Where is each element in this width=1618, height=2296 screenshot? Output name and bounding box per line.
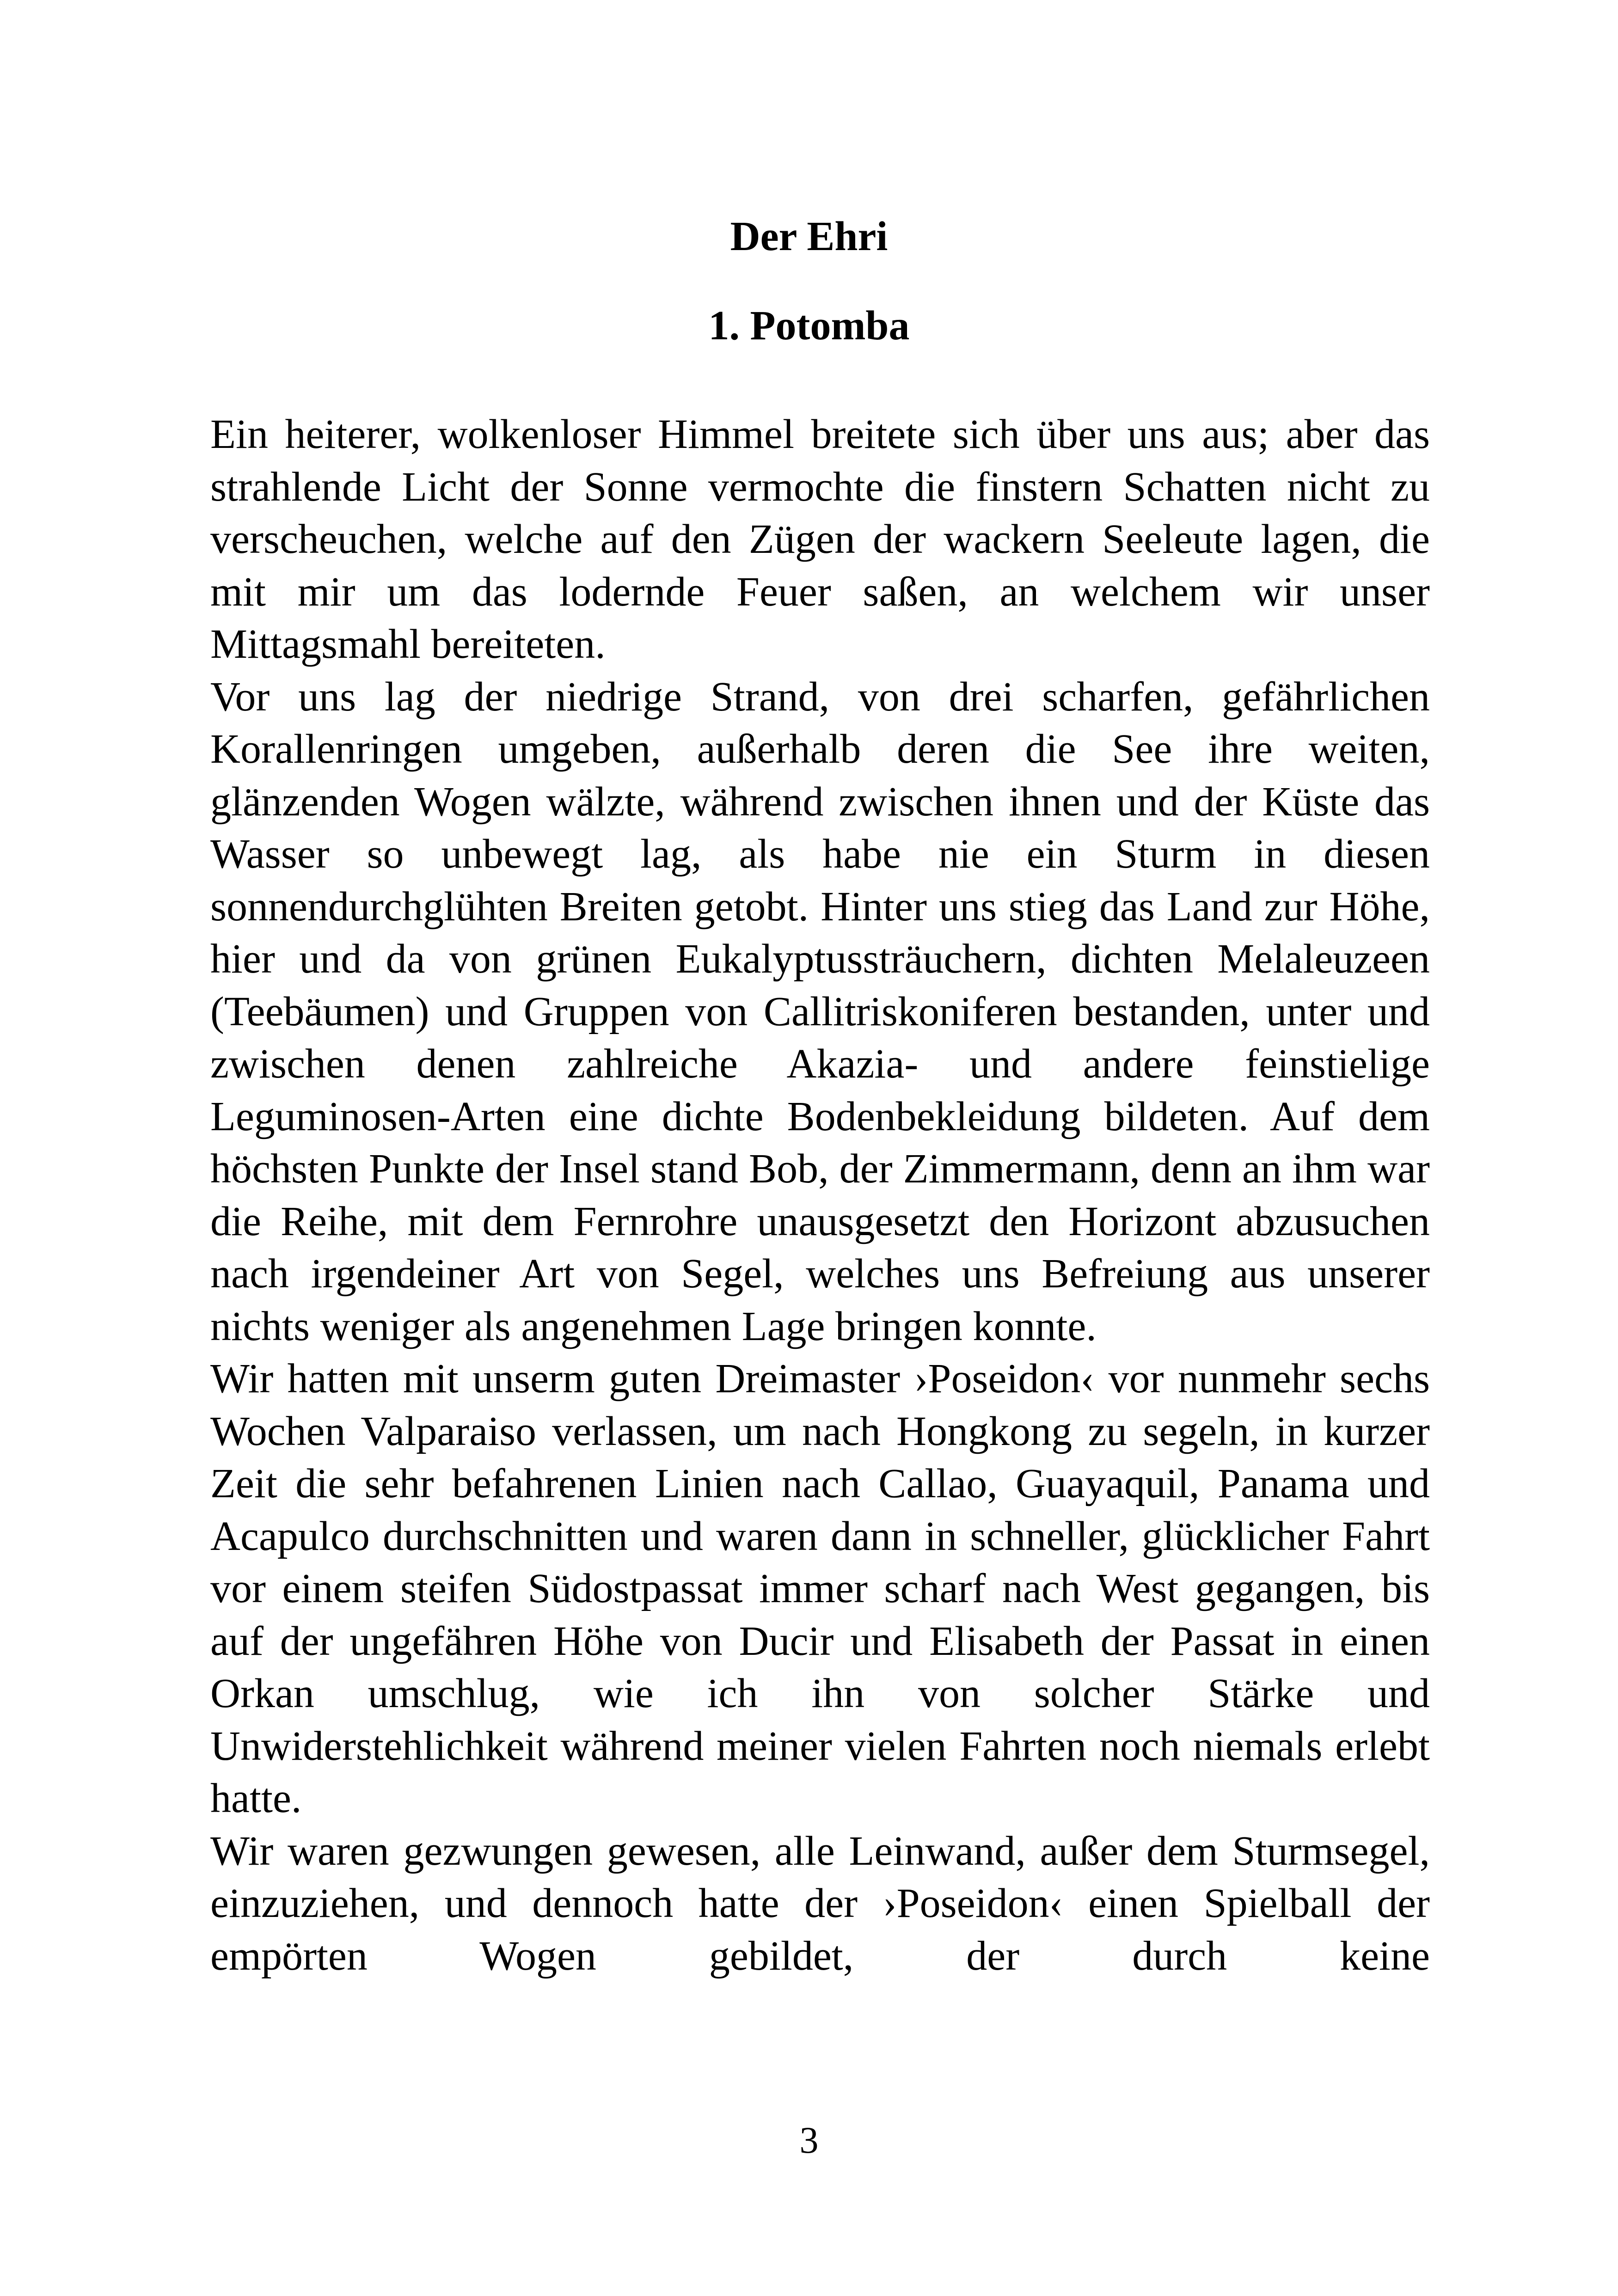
page-number: 3 (799, 2119, 819, 2161)
page-title: Der Ehri (730, 214, 888, 259)
paragraph: Wir waren gezwungen gewesen, alle Leinwand, außer dem Sturmsegel, einzuziehen, und dennoch hatte der ›Poseidon‹ einen Spielball der empörten Wogen gebildet, der durch keine (210, 1828, 1430, 1979)
paragraph: Vor uns lag der niedrige Strand, von drei scharfen, gefährlichen Korallenringen umgeben, außerhalb deren die See ihre weiten, glänzenden Wogen wälzte, während zwischen ihnen und der Küste das Wasser so unbewegt lag, als habe nie ein Sturm in diesen sonnendurchglühten Breiten getobt. Hinter uns stieg das Land zur Höhe, hier und da von grünen Eukalyptussträuchern, dichten Melaleuzeen (Teebäumen) und Gruppen von Callitriskoniferen bestanden, unter und zwischen denen zahlreiche Akazia- und andere feinstielige Leguminosen-Arten eine dichte Bodenbekleidung bildeten. Auf dem höchsten Punkte der Insel stand Bob, der Zimmermann, denn an ihm war die Reihe, mit dem Fernrohre unausgesetzt den Horizont abzusuchen nach irgendeiner Art von Segel, welches uns Befreiung aus unserer nichts weniger als angenehmen Lage bringen konnte. (210, 673, 1430, 1349)
body-text (210, 408, 1430, 1982)
paragraph: Ein heiterer, wolkenloser Himmel breitete sich über uns aus; aber das strahlende Licht der Sonne vermochte die finstern Schatten nicht zu verscheuchen, welche auf den Zügen der wackern Seeleute lagen, die mit mir um das lodernde Feuer saßen, an welchem wir unser Mittagsmahl bereiteten. (210, 411, 1430, 667)
paragraph: Wir hatten mit unserm guten Dreimaster ›Poseidon‹ vor nunmehr sechs Wochen Valparaiso verlassen, um nach Hongkong zu segeln, in kurzer Zeit die sehr befahrenen Linien nach Callao, Guayaquil, Panama und Acapulco durchschnitten und waren dann in schneller, glücklicher Fahrt vor einem steifen Südostpassat immer scharf nach West gegangen, bis auf der ungefähren Höhe von Ducir und Elisabeth der Passat in einen Orkan umschlug, wie ich ihn von solcher Stärke und Unwiderstehlichkeit während meiner vielen Fahrten noch niemals erlebt hatte. (210, 1356, 1430, 1821)
chapter-heading: 1. Potomba (708, 303, 910, 349)
